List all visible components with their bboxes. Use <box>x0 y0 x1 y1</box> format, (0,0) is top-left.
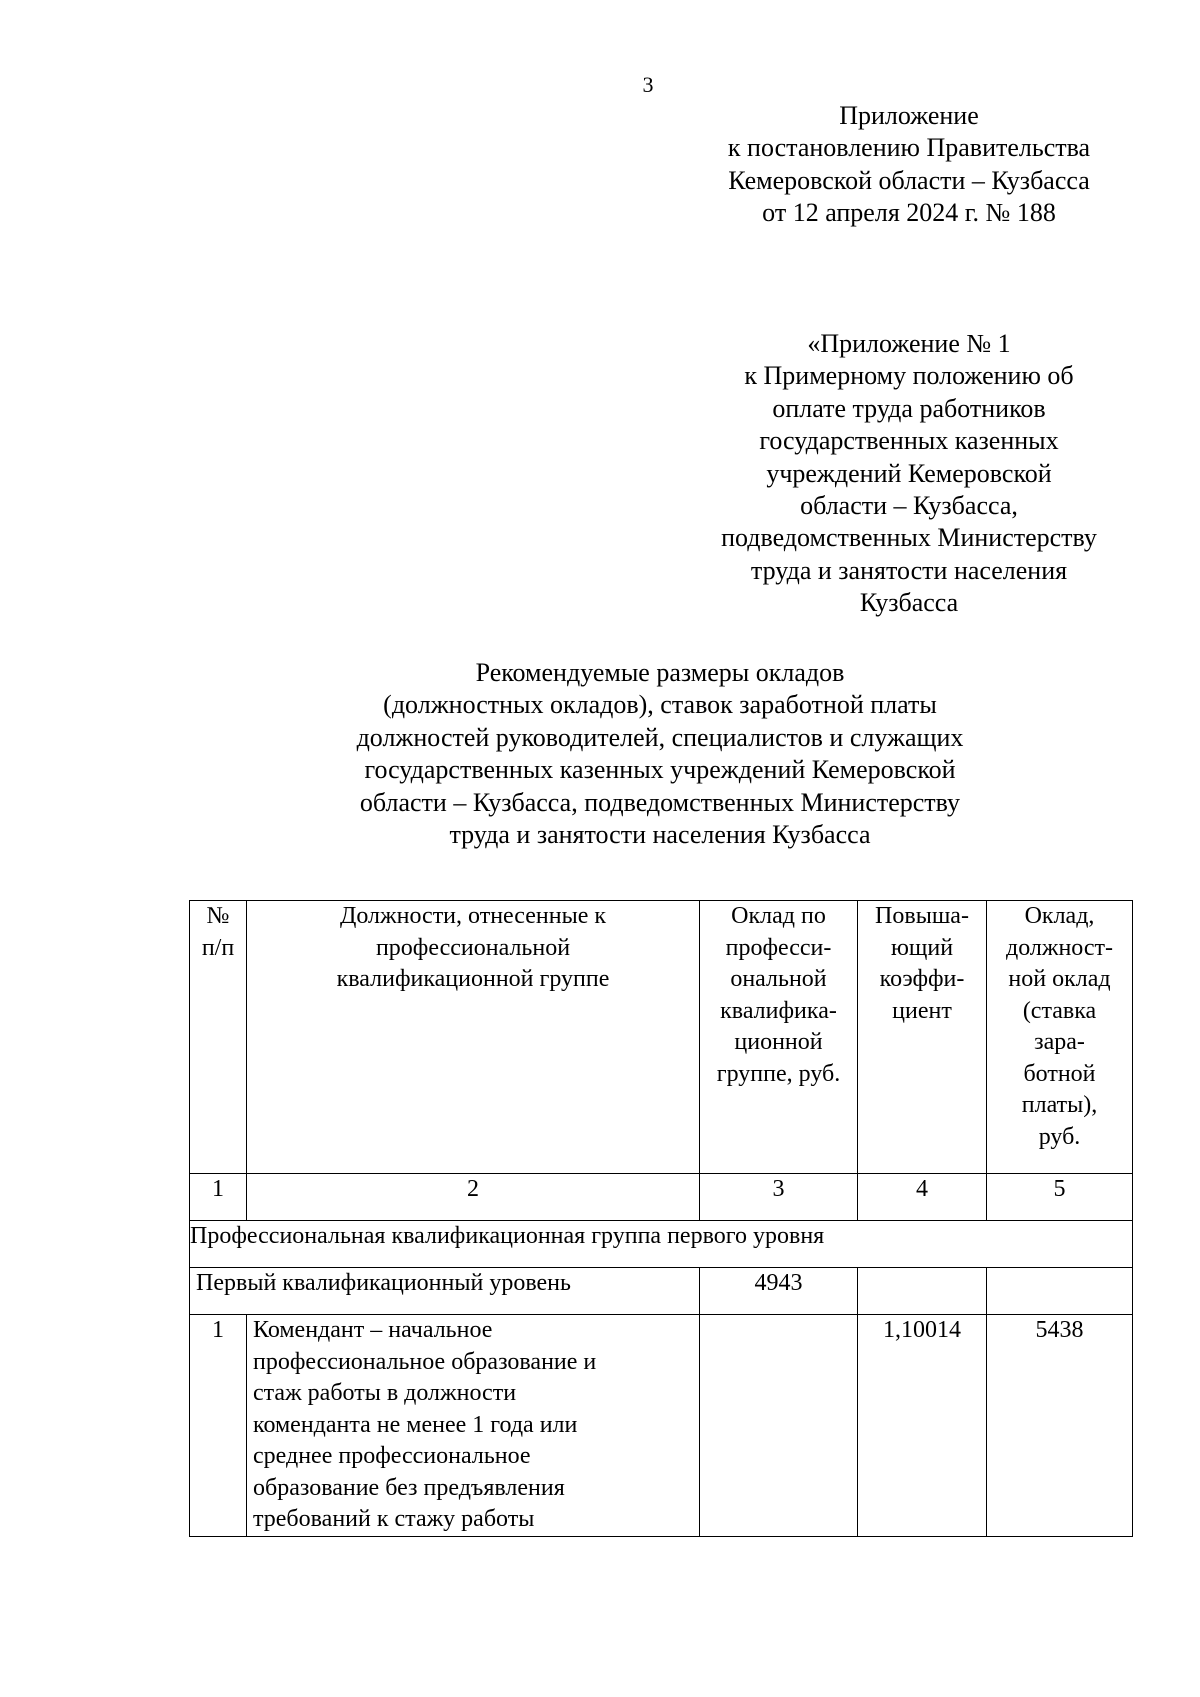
header-line: квалифика- <box>720 997 837 1024</box>
document-title <box>290 657 1030 851</box>
level-title: Первый квалификационный уровень <box>190 1268 700 1315</box>
group-title: Профессиональная квалификационная группа первого уровня <box>190 1221 1133 1268</box>
header-line: професси- <box>725 934 832 961</box>
appendix-header-line: Кемеровской области – Кузбасса <box>728 165 1090 195</box>
position-line: стаж работы в должности <box>253 1380 517 1406</box>
header-line: ющий <box>890 934 954 961</box>
appendix-header-line: Приложение <box>839 101 979 130</box>
header-line: № <box>206 903 230 929</box>
appendix-1-header <box>672 328 1146 620</box>
title-line: должностей руководителей, специалистов и служащих <box>356 722 964 752</box>
appendix-1-line: оплате труда работников <box>772 393 1046 423</box>
header-group-salary <box>700 901 858 1174</box>
appendix-1-line: подведомственных Министерству <box>721 523 1097 553</box>
appendix-header <box>672 100 1146 230</box>
position-description <box>247 1315 700 1537</box>
header-line: Повыша- <box>875 903 969 929</box>
header-line: должност- <box>1005 934 1114 961</box>
header-line: Оклад, <box>1024 903 1095 929</box>
title-line: государственных казенных учреждений Кемеровской <box>364 755 956 785</box>
header-line: группе, руб. <box>716 1060 841 1087</box>
header-line: ональной <box>730 966 827 992</box>
title-line: (должностных окладов), ставок заработной платы <box>383 690 937 720</box>
level-salary: 4943 <box>700 1268 858 1315</box>
position-line: профессиональное образование и <box>253 1348 597 1375</box>
header-line: зара- <box>1034 1029 1085 1055</box>
column-number: 4 <box>858 1174 987 1221</box>
header-line: ботной <box>1023 1060 1096 1087</box>
empty-cell <box>987 1268 1133 1315</box>
column-number-row <box>190 1174 1133 1221</box>
appendix-1-line: Кузбасса <box>859 588 959 618</box>
header-line: профессиональной <box>375 934 571 961</box>
salary-cell: 5438 <box>987 1315 1133 1537</box>
header-line: циент <box>892 997 952 1024</box>
row-number: 1 <box>190 1315 247 1537</box>
position-line: коменданта не менее 1 года или <box>253 1411 578 1438</box>
position-line: Комендант – начальное <box>253 1317 493 1343</box>
position-line: требований к стажу работы <box>253 1506 535 1532</box>
header-line: п/п <box>201 934 235 961</box>
position-line: среднее профессиональное <box>253 1443 531 1469</box>
appendix-1-line: к Примерному положению об <box>744 361 1074 391</box>
header-line: коэффи- <box>879 966 965 992</box>
appendix-1-line: учреждений Кемеровской <box>766 458 1052 488</box>
position-line: образование без предъявления <box>253 1474 565 1501</box>
column-number: 2 <box>247 1174 700 1221</box>
header-salary <box>987 901 1133 1174</box>
appendix-1-line: государственных казенных <box>759 426 1059 456</box>
column-number: 1 <box>190 1174 247 1221</box>
appendix-1-line: труда и занятости населения <box>750 555 1068 585</box>
table-row <box>190 1315 1133 1537</box>
header-line: Оклад по <box>731 903 826 929</box>
header-line: платы), <box>1021 1092 1098 1118</box>
header-line: ционной <box>734 1029 823 1055</box>
appendix-header-line: к постановлению Правительства <box>727 133 1091 163</box>
page-number: 3 <box>642 72 654 97</box>
header-line: квалификационной группе <box>336 966 610 992</box>
level-row <box>190 1268 1133 1315</box>
appendix-1-line: «Приложение № 1 <box>807 329 1011 358</box>
title-line: Рекомендуемые размеры окладов <box>475 658 845 687</box>
group-salary-cell <box>700 1315 858 1537</box>
appendix-header-line: от 12 апреля 2024 г. № 188 <box>762 198 1056 228</box>
header-positions <box>247 901 700 1174</box>
header-coefficient <box>858 901 987 1174</box>
coefficient-cell: 1,10014 <box>858 1315 987 1537</box>
header-line: Должности, отнесенные к <box>339 903 607 929</box>
salary-table <box>189 900 1133 1537</box>
title-line: области – Кузбасса, подведомственных Министерству <box>359 787 961 817</box>
title-line: труда и занятости населения Кузбасса <box>449 820 871 850</box>
appendix-1-line: области – Кузбасса, <box>800 491 1018 521</box>
header-number <box>190 901 247 1174</box>
table-header-row <box>190 901 1133 1174</box>
header-line: руб. <box>1038 1123 1081 1150</box>
header-line: (ставка <box>1022 997 1097 1024</box>
group-title-row <box>190 1221 1133 1268</box>
header-line: ной оклад <box>1008 966 1111 992</box>
column-number: 3 <box>700 1174 858 1221</box>
column-number: 5 <box>987 1174 1133 1221</box>
empty-cell <box>858 1268 987 1315</box>
